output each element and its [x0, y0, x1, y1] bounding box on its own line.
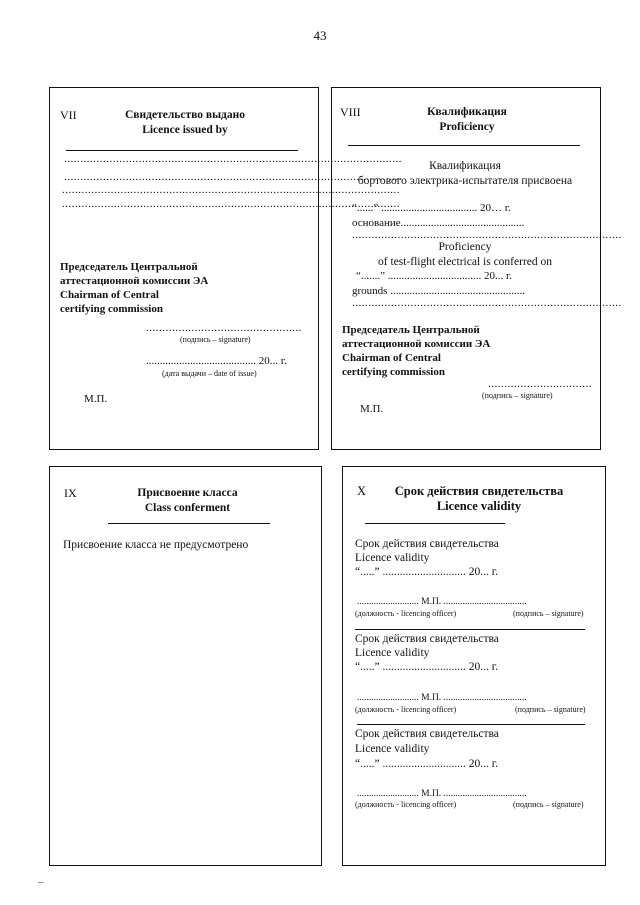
title-underline: [365, 523, 505, 524]
stamp-label: М.П.: [360, 403, 384, 415]
validity-en: Licence validity: [355, 743, 430, 755]
chairman-block: [60, 260, 260, 316]
section-title-ru: Срок действия свидетельства: [394, 484, 564, 498]
title-underline: [108, 523, 270, 524]
signature-label: (подпись – signature): [515, 705, 586, 714]
chairman-block: [342, 323, 542, 379]
scan-mark: [38, 882, 44, 883]
validity-date: “.....” ............................. 20... г.: [355, 566, 499, 578]
section-x-licence-validity: [342, 466, 606, 866]
section-ix-class-conferment: [49, 466, 322, 866]
entry-divider: [357, 724, 585, 725]
signature-label: (подпись – signature): [513, 609, 584, 618]
proficiency-en-text: of test-flight electrical is conferred on: [377, 256, 553, 268]
dotted-line: ...................................................................................: [352, 297, 622, 309]
dotted-line: ...................................................................................: [352, 229, 622, 241]
chairman-line: certifying commission: [60, 303, 163, 315]
section-title-en: Licence issued by: [142, 124, 228, 136]
stamp-label: М.П.: [84, 393, 108, 405]
dotted-line: ........................................................................................................: [64, 153, 402, 165]
dotted-line: ........................................................................................................: [62, 198, 400, 210]
signature-dots: ................................: [488, 378, 592, 390]
section-number: VIII: [340, 105, 361, 119]
validity-ru: Срок действия свидетельства: [355, 728, 499, 740]
section-title: [391, 484, 567, 514]
signature-label: (подпись – signature): [513, 800, 584, 809]
chairman-line: Председатель Центральной: [342, 324, 480, 336]
validity-ru: Срок действия свидетельства: [355, 633, 499, 645]
qualification-ru-text: бортового электрика-испытателя присвоена: [357, 175, 573, 187]
chairman-line: Председатель Центральной: [60, 261, 198, 273]
section-title-ru: Присвоение класса: [137, 487, 238, 499]
entry-divider: [355, 629, 585, 630]
section-number: VII: [60, 108, 77, 122]
proficiency-grounds-en: grounds .................................................: [352, 285, 525, 297]
signature-dots: ................................................: [146, 322, 302, 334]
date-of-issue-line: ........................................ 20... г.: [146, 355, 287, 367]
qualification-date-ru: “......” ................................... 20… г.: [352, 202, 511, 214]
chairman-line: Chairman of Central: [342, 352, 441, 364]
qualification-basis-ru: основание.............................................: [352, 217, 525, 229]
chairman-line: аттестационной комиссии ЭА: [342, 338, 491, 350]
validity-en: Licence validity: [355, 552, 430, 564]
section-title-en: Class conferment: [144, 502, 231, 514]
section-title-ru: Свидетельство выдано: [125, 109, 245, 121]
section-title: [110, 108, 260, 138]
section-viii-proficiency: [331, 87, 622, 450]
validity-ru: Срок действия свидетельства: [355, 538, 499, 550]
proficiency-en-heading: Proficiency: [438, 241, 492, 253]
section-title-ru: Квалификация: [427, 106, 507, 118]
signature-label: (подпись – signature): [180, 335, 251, 344]
qualification-ru-heading: Квалификация: [429, 160, 501, 172]
validity-en: Licence validity: [355, 647, 430, 659]
chairman-line: аттестационной комиссии ЭА: [60, 275, 209, 287]
section-title-en: Proficiency: [439, 121, 495, 133]
validity-date: “.....” ............................. 20... г.: [355, 758, 499, 770]
section-title: [110, 486, 265, 516]
validity-signature-line: .......................... М.П. ...................................: [357, 789, 527, 799]
officer-label: (должность - licencing officer): [355, 609, 457, 618]
page-number: 43: [313, 28, 327, 43]
section-number: X: [357, 484, 367, 498]
chairman-line: Chairman of Central: [60, 289, 159, 301]
proficiency-date-en: “.......” .................................. 20... г.: [356, 270, 513, 282]
officer-label: (должность - licencing officer): [355, 705, 457, 714]
title-underline: [348, 145, 580, 146]
validity-date: “.....” ............................. 20... г.: [355, 661, 499, 673]
section-title: [392, 105, 542, 135]
dotted-line: ........................................................................................................: [62, 184, 400, 196]
class-conferment-text: Присвоение класса не предусмотрено: [63, 539, 249, 551]
section-number: IX: [64, 486, 77, 500]
signature-label: (подпись – signature): [482, 391, 553, 400]
section-title-en: Licence validity: [436, 499, 522, 513]
validity-signature-line: .......................... М.П. ...................................: [357, 693, 527, 703]
validity-signature-line: .......................... М.П. ...................................: [357, 597, 527, 607]
date-of-issue-label: (дата выдачи – date of issue): [162, 369, 257, 378]
dotted-line: ........................................................................................................: [64, 171, 402, 183]
officer-label: (должность - licencing officer): [355, 800, 457, 809]
chairman-line: certifying commission: [342, 366, 445, 378]
title-underline: [66, 150, 298, 151]
